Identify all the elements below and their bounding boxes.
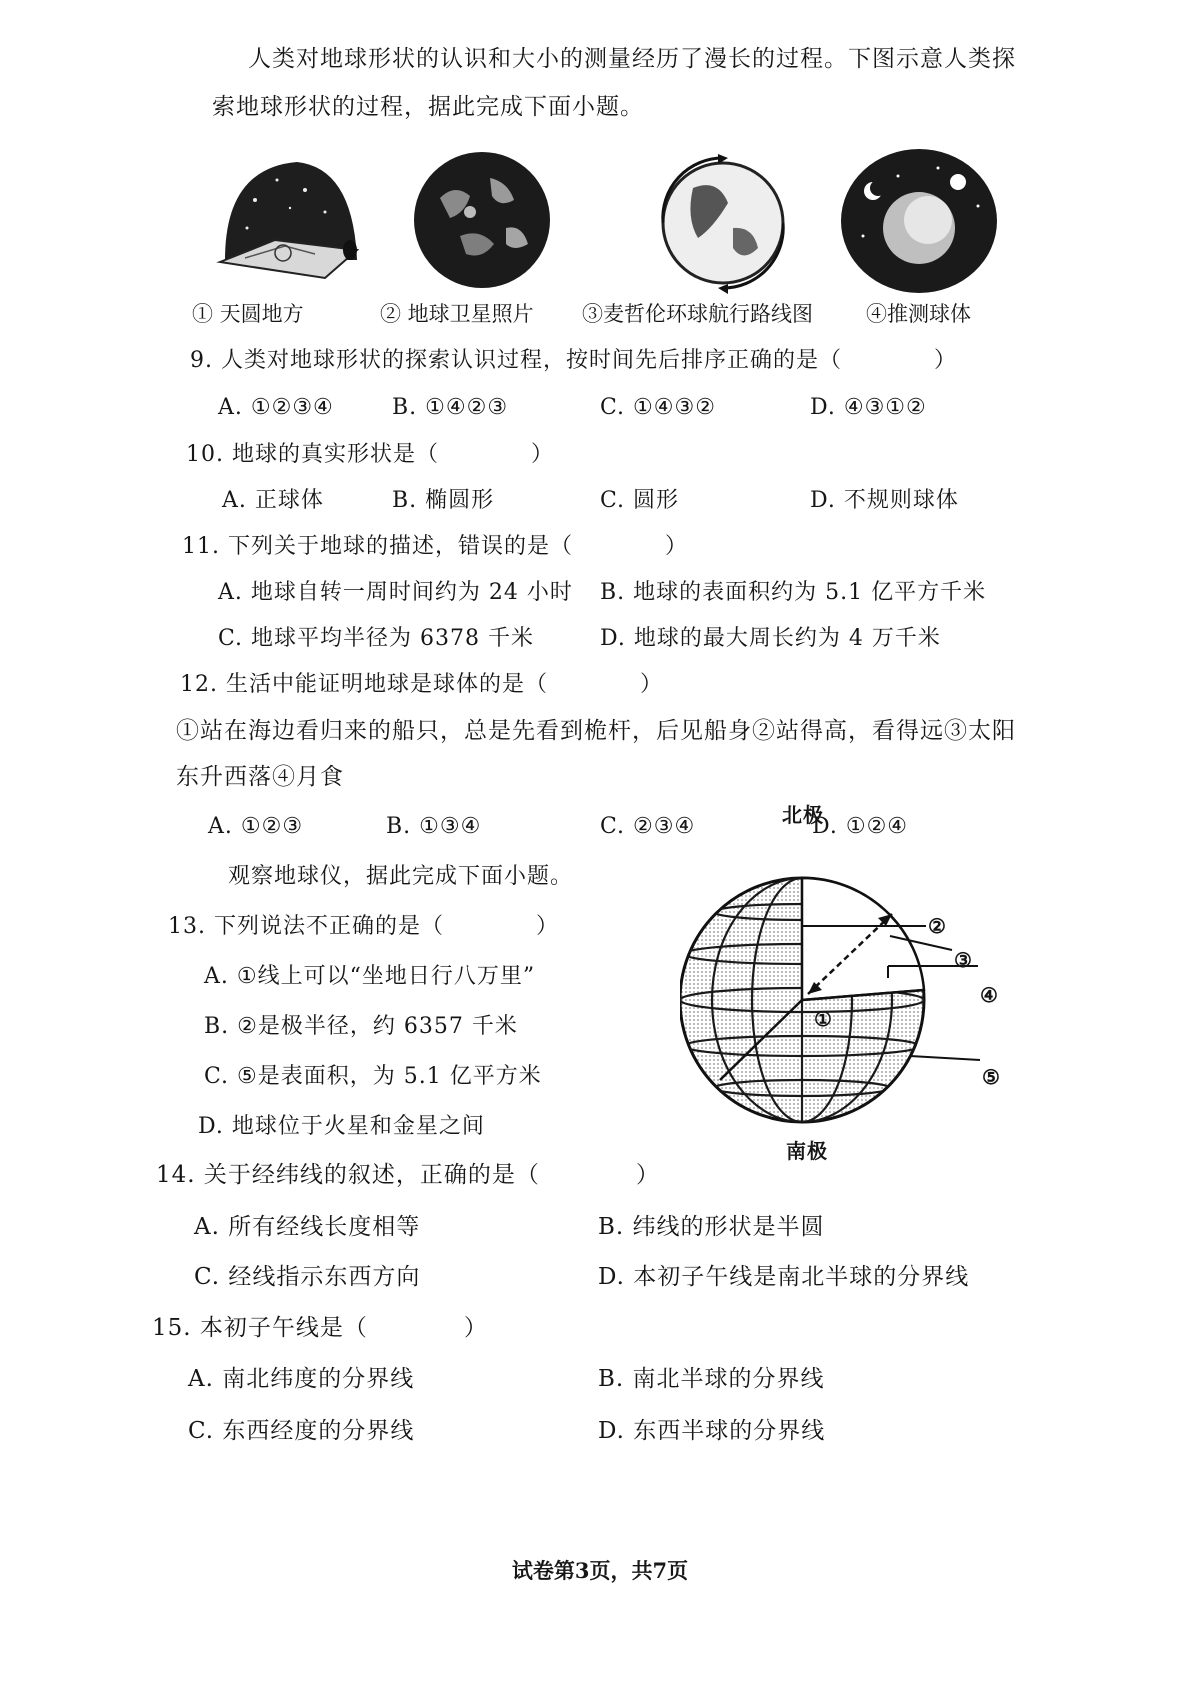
q13-stem: 13. 下列说法不正确的是（ ）	[168, 914, 559, 939]
q10-option-d: D. 不规则球体	[810, 488, 959, 513]
q12-stem: 12. 生活中能证明地球是球体的是（ ）	[180, 672, 663, 697]
q13-option-b: B. ②是极半径，约 6357 千米	[204, 1014, 518, 1039]
q15-option-d: D. 东西半球的分界线	[598, 1418, 826, 1444]
q11-option-b: B. 地球的表面积约为 5.1 亿平方千米	[600, 580, 987, 605]
q9-option-d: D. ④③①②	[810, 395, 927, 420]
q9-option-a: A. ①②③④	[218, 395, 334, 420]
caption-2: ② 地球卫星照片	[380, 302, 534, 326]
q13-option-a: A. ①线上可以“坐地日行八万里”	[204, 964, 536, 989]
globe-marker-2: ②	[928, 914, 947, 938]
q12-statement-line-1: ①站在海边看归来的船只，总是先看到桅杆，后见船身②站得高，看得远③太阳	[176, 718, 1016, 744]
q15-option-c: C. 东西经度的分界线	[188, 1418, 415, 1444]
globe-diagram	[680, 850, 1010, 1150]
q15-stem: 15. 本初子午线是（ ）	[152, 1315, 488, 1341]
q14-option-b: B. 纬线的形状是半圆	[598, 1214, 825, 1240]
q10-option-b: B. 椭圆形	[392, 488, 495, 513]
caption-3: ③麦哲伦环球航行路线图	[582, 302, 813, 326]
globe-label-south-pole: 南极	[786, 1139, 828, 1163]
q13-option-d: D. 地球位于火星和金星之间	[198, 1114, 485, 1139]
q14-stem: 14. 关于经纬线的叙述，正确的是（ ）	[156, 1162, 660, 1188]
q12-statement-line-2: 东升西落④月食	[176, 764, 344, 790]
q14-option-c: C. 经线指示东西方向	[194, 1264, 421, 1290]
inferred-sphere-image	[838, 146, 1000, 296]
intro-line-1: 人类对地球形状的认识和大小的测量经历了漫长的过程。下图示意人类探	[248, 46, 1016, 72]
q12-option-a: A. ①②③	[208, 814, 304, 839]
dome-flat-earth-image	[205, 150, 365, 290]
globe-marker-3: ③	[954, 948, 973, 972]
caption-1: ① 天圆地方	[192, 302, 304, 326]
q10-stem: 10. 地球的真实形状是（ ）	[186, 442, 554, 467]
globe-label-north-pole: 北极	[782, 803, 824, 827]
q10-option-c: C. 圆形	[600, 488, 680, 513]
q10-option-a: A. 正球体	[222, 488, 324, 513]
q9-option-c: C. ①④③②	[600, 395, 716, 420]
q11-option-c: C. 地球平均半径为 6378 千米	[218, 626, 535, 651]
globe-marker-1: ①	[814, 1007, 833, 1031]
q15-option-b: B. 南北半球的分界线	[598, 1366, 825, 1392]
q12-option-b: B. ①③④	[386, 814, 482, 839]
satellite-photo-image	[410, 148, 555, 293]
q14-option-a: A. 所有经线长度相等	[194, 1214, 421, 1240]
q12-option-c: C. ②③④	[600, 814, 696, 839]
q11-option-d: D. 地球的最大周长约为 4 万千米	[600, 626, 941, 651]
q13-option-c: C. ⑤是表面积，为 5.1 亿平方米	[204, 1064, 542, 1089]
globe-intro: 观察地球仪，据此完成下面小题。	[228, 864, 574, 889]
page-footer: 试卷第3页，共7页	[511, 1558, 689, 1583]
q12-option-d: D. ①②④	[812, 814, 909, 839]
intro-line-2: 索地球形状的过程，据此完成下面小题。	[212, 94, 644, 120]
q11-stem: 11. 下列关于地球的描述，错误的是（ ）	[182, 534, 688, 559]
q9-stem: 9. 人类对地球形状的探索认识过程，按时间先后排序正确的是（ ）	[190, 348, 957, 373]
q9-option-b: B. ①④②③	[392, 395, 509, 420]
q14-option-d: D. 本初子午线是南北半球的分界线	[598, 1264, 970, 1290]
globe-marker-4: ④	[980, 983, 999, 1007]
magellan-route-image	[648, 148, 798, 298]
q11-option-a: A. 地球自转一周时间约为 24 小时	[218, 580, 573, 605]
caption-4: ④推测球体	[866, 302, 971, 326]
globe-marker-5: ⑤	[982, 1065, 1001, 1089]
q15-option-a: A. 南北纬度的分界线	[188, 1366, 415, 1392]
